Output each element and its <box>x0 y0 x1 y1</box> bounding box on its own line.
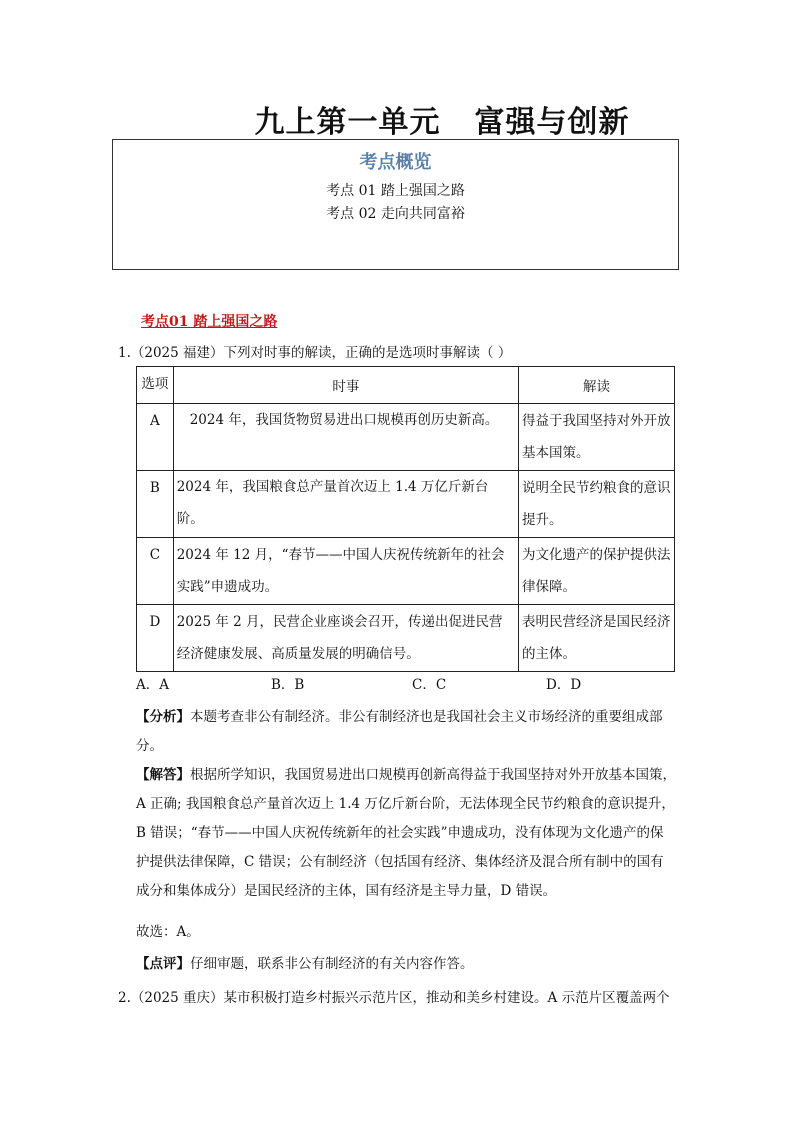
row-option: B <box>137 471 174 538</box>
row-option: D <box>137 605 174 672</box>
header-interp: 解读 <box>519 367 675 404</box>
title-part2: 富强与创新 <box>474 105 630 140</box>
choice-b: B．B <box>271 677 305 693</box>
question-stem: 2.（2025 重庆）某市积极打造乡村振兴示范片区，推动和美乡村建设。A 示范片区覆盖两个 <box>118 990 670 1006</box>
row-interp: 为文化遗产的保护提供法律保障。 <box>519 538 675 605</box>
header-event: 时事 <box>173 367 518 404</box>
table-row <box>137 605 675 672</box>
choice-a: A．A <box>136 677 169 693</box>
answer-text: 根据所学知识，我国贸易进出口规模再创新高得益于我国坚持对外开放基本国策，A 正确; 我国粮食总产量首次迈上 1.4 万亿斤新台阶，无法体现全民节约粮食的意识提升，B 错误；“春节——中国人庆祝传统新年的社会实践”申遗成功，没有体现为文化遗产的保护提供法律保障，C 错误；公有制经济（包括国有经济、集体经济及混合所有制中的国有成分和集体成分）是国民经济的主体，国有经济是主导力量，D 错误。 <box>136 767 676 899</box>
overview-item: 考点 02 走向共同富裕 <box>326 206 465 222</box>
overview-box <box>112 139 679 270</box>
row-interp: 表明民营经济是国民经济的主体。 <box>519 605 675 672</box>
row-option: A <box>137 404 174 471</box>
row-event: 2024 年 12 月，“春节——中国人庆祝传统新年的社会实践”申遗成功。 <box>173 538 518 605</box>
section-title: 考点01 踏上强国之路 <box>141 314 278 330</box>
table-row <box>137 404 675 471</box>
header-option: 选项 <box>137 367 174 404</box>
row-event: 2025 年 2 月，民营企业座谈会召开，传递出促进民营经济健康发展、高质量发展的明确信号。 <box>173 605 518 672</box>
comment-paragraph <box>136 950 676 979</box>
overview-item: 考点 01 踏上强国之路 <box>326 183 465 199</box>
overview-heading: 考点概览 <box>359 152 432 173</box>
analysis-paragraph <box>136 703 676 761</box>
row-event: 2024 年，我国货物贸易进出口规模再创历史新高。 <box>173 404 518 471</box>
answer-paragraph <box>136 761 676 906</box>
row-option: C <box>137 538 174 605</box>
page-title <box>0 97 794 141</box>
choose-line: 故选：A。 <box>136 924 200 940</box>
comment-label: 【点评】 <box>136 956 190 972</box>
row-event: 2024 年，我国粮食总产量首次迈上 1.4 万亿斤新台阶。 <box>173 471 518 538</box>
analysis-label: 【分析】 <box>136 709 190 725</box>
choice-c: C．C <box>412 677 447 693</box>
row-interp: 得益于我国坚持对外开放基本国策。 <box>519 404 675 471</box>
comment-text: 仔细审题，联系非公有制经济的有关内容作答。 <box>190 956 474 972</box>
table-header-row <box>137 367 675 404</box>
analysis-text: 本题考查非公有制经济。非公有制经济也是我国社会主义市场经济的重要组成部分。 <box>136 709 663 754</box>
row-interp: 说明全民节约粮食的意识提升。 <box>519 471 675 538</box>
title-part1: 九上第一单元 <box>254 105 441 140</box>
table-row <box>137 538 675 605</box>
answer-label: 【解答】 <box>136 767 190 783</box>
choice-d: D．D <box>546 677 582 693</box>
question-table <box>136 366 675 672</box>
question-stem: 1.（2025 福建）下列对时事的解读，正确的是选项时事解读（ ） <box>118 345 512 361</box>
table-row <box>137 471 675 538</box>
